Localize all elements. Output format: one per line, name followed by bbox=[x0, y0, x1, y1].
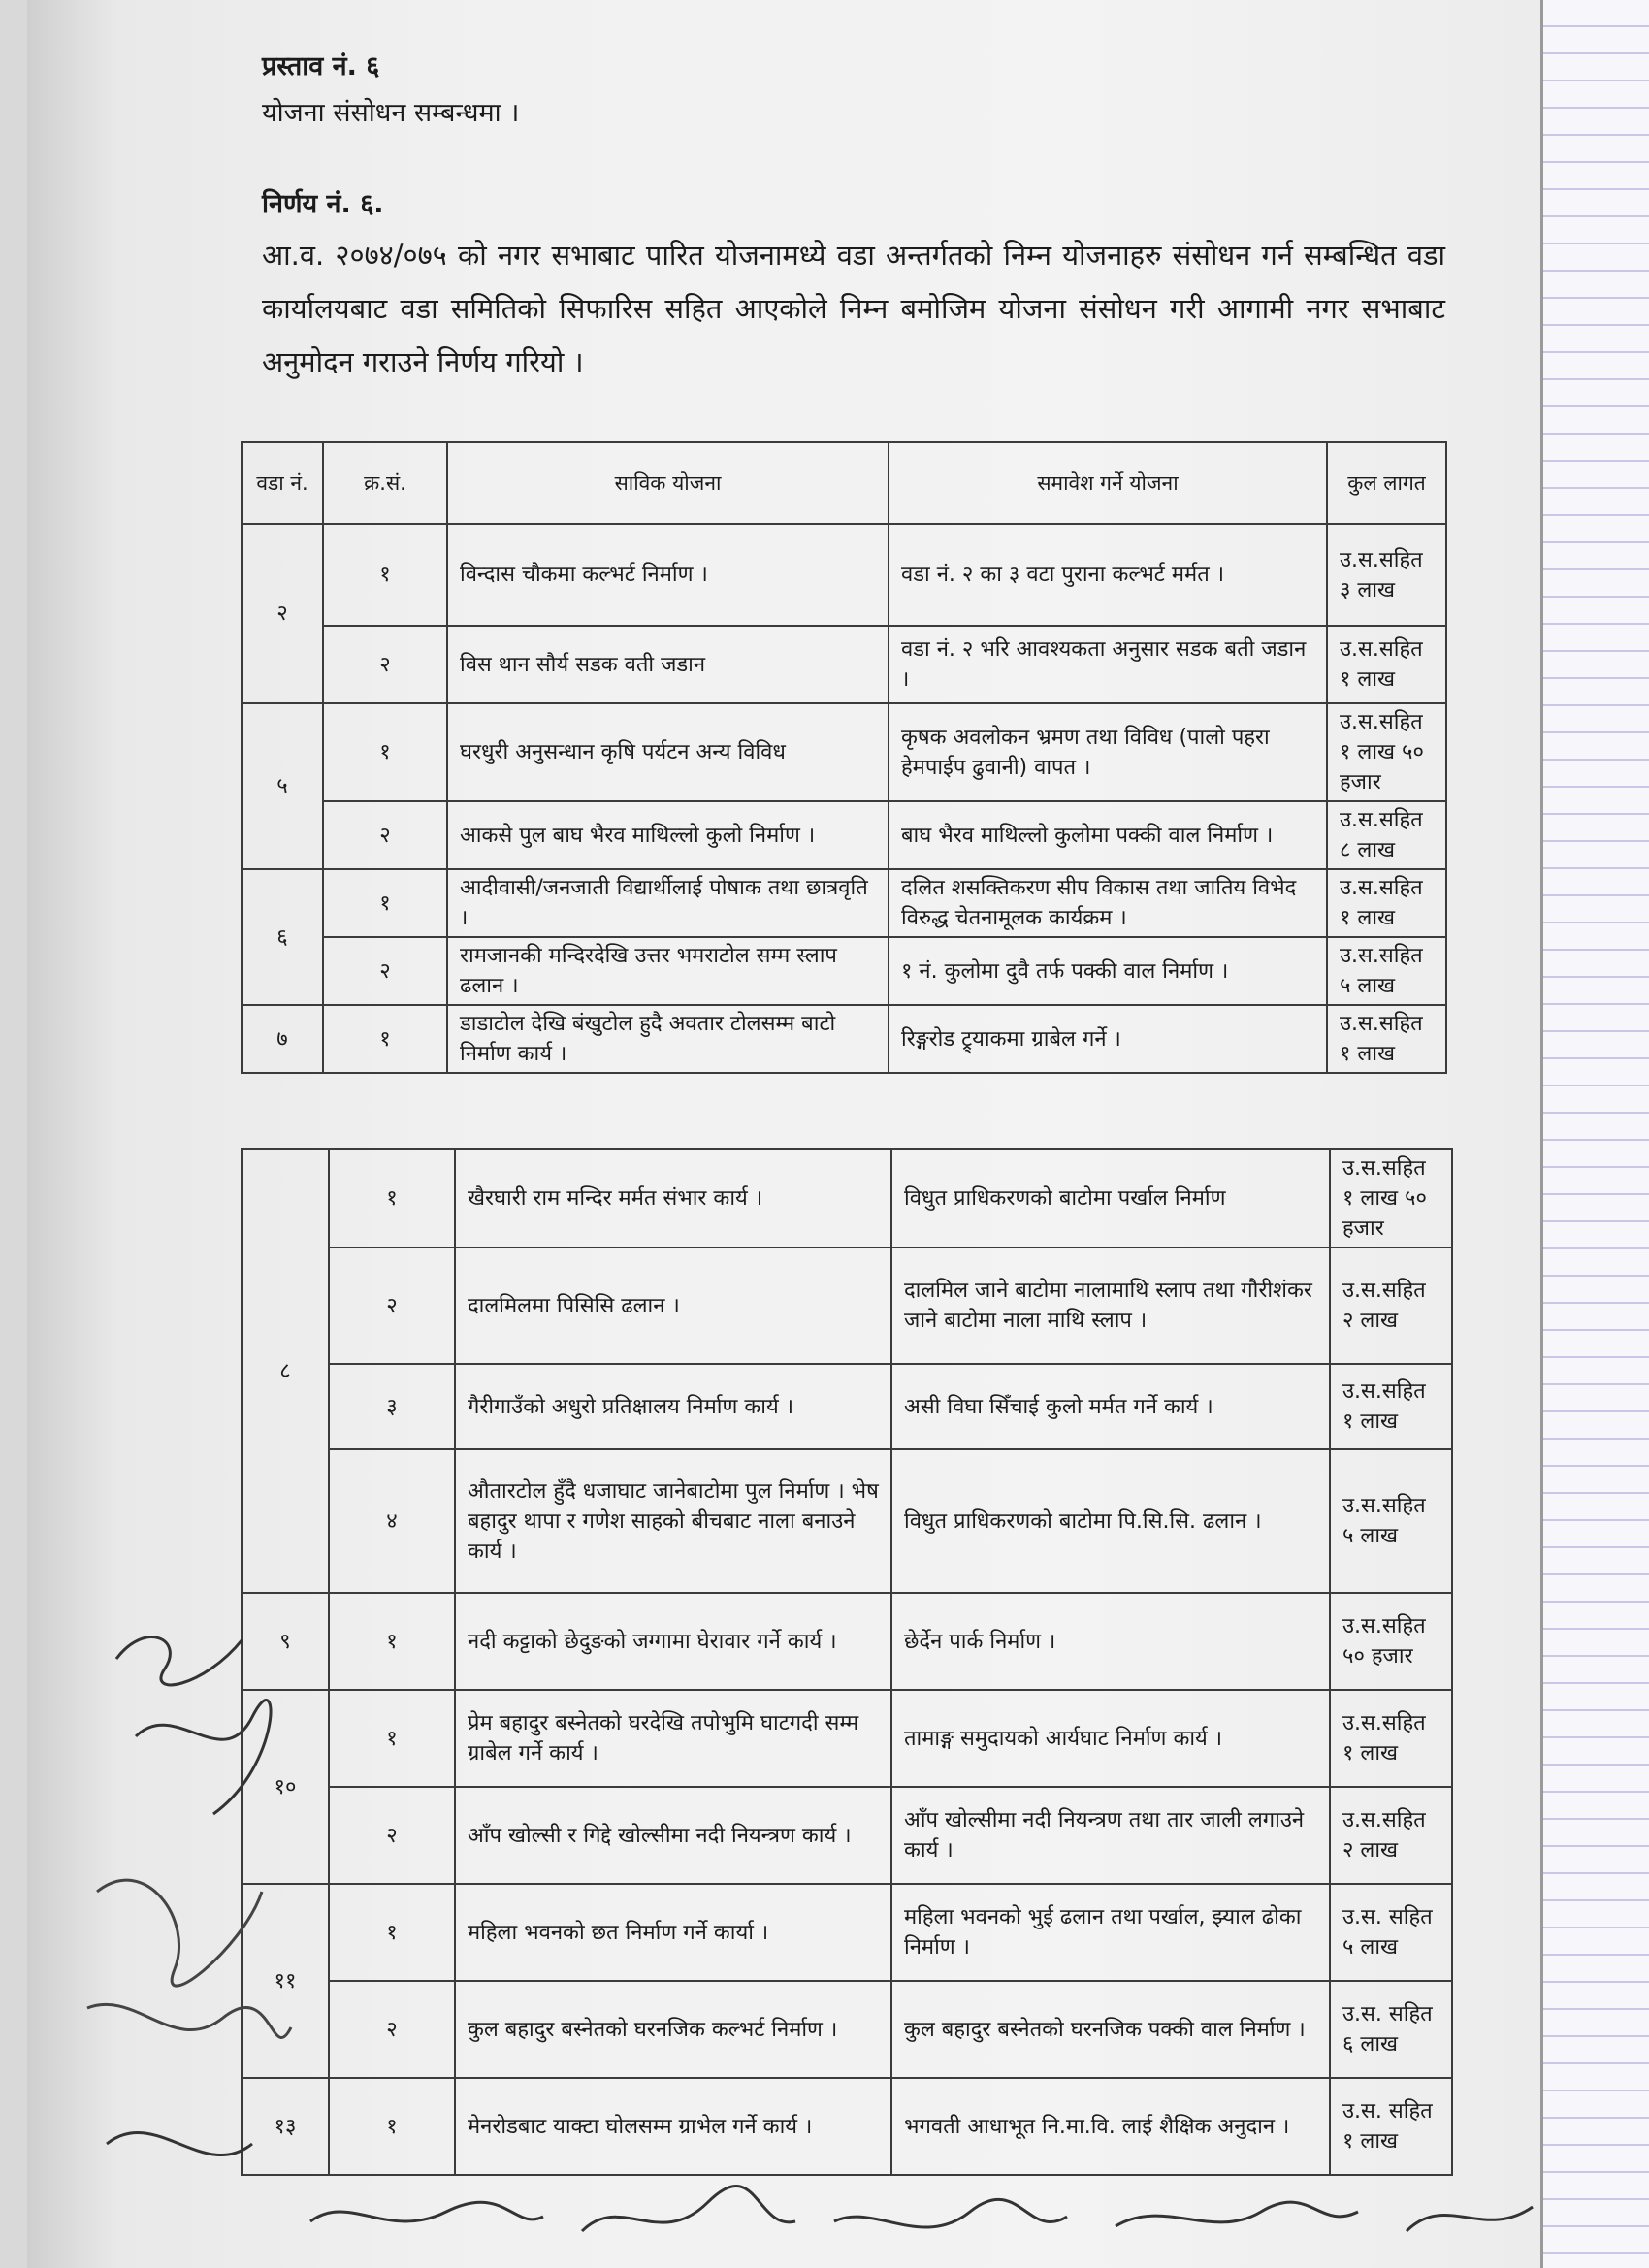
cost-cell: उ.स. सहित ६ लाख bbox=[1330, 1981, 1452, 2078]
cost-cell: उ.स.सहित ५० हजार bbox=[1330, 1593, 1452, 1690]
new-plan-cell: असी विघा सिँचाई कुलो मर्मत गर्ने कार्य । bbox=[891, 1364, 1330, 1449]
new-plan-cell: महिला भवनको भुई ढलान तथा पर्खाल, झ्याल ढोका निर्माण । bbox=[891, 1884, 1330, 1981]
old-plan-cell: मेनरोडबाट याक्टा घोलसम्म ग्राभेल गर्ने कार्य । bbox=[455, 2078, 891, 2175]
table-row bbox=[242, 1787, 1452, 1884]
header-old-plan: साविक योजना bbox=[447, 442, 889, 524]
old-plan-cell: रामजानकी मन्दिरदेखि उत्तर भमराटोल सम्म स्लाप ढलान । bbox=[447, 937, 889, 1005]
table-row bbox=[242, 1593, 1452, 1690]
decision-paragraph: आ.व. २०७४/०७५ को नगर सभाबाट पारित योजनामध्ये वडा अन्तर्गतको निम्न योजनाहरु संसोधन गर्न सम्बन्धित वडा कार्यालयबाट वडा समितिको सिफारिस सहित आएकोले निम्न बमोजिम योजना संसोधन गरी आगामी नगर सभाबाट अनुमोदन गराउने निर्णय गरियो । bbox=[262, 239, 1445, 378]
cost-cell: उ.स.सहित १ लाख bbox=[1327, 869, 1446, 937]
plan-table-2 bbox=[241, 1148, 1453, 2176]
table-row bbox=[242, 1149, 1452, 1247]
serial-number: २ bbox=[329, 1787, 455, 1884]
old-plan-cell: दालमिलमा पिसिसि ढलान । bbox=[455, 1247, 891, 1364]
header-sn: क्र.सं. bbox=[323, 442, 447, 524]
serial-number: १ bbox=[329, 1690, 455, 1787]
table-row bbox=[242, 1005, 1446, 1073]
cost-cell: उ.स.सहित २ लाख bbox=[1330, 1787, 1452, 1884]
serial-number: १ bbox=[323, 869, 447, 937]
table-row bbox=[242, 2078, 1452, 2175]
old-plan-cell: आदीवासी/जनजाती विद्यार्थीलाई पोषाक तथा छात्रवृति । bbox=[447, 869, 889, 937]
header-cost: कुल लागत bbox=[1327, 442, 1446, 524]
header-new-plan: समावेश गर्ने योजना bbox=[889, 442, 1327, 524]
serial-number: १ bbox=[323, 703, 447, 801]
cost-cell: उ.स.सहित १ लाख ५० हजार bbox=[1330, 1149, 1452, 1247]
ward-number: १३ bbox=[242, 2078, 329, 2175]
new-plan-cell: आँप खोल्सीमा नदी नियन्त्रण तथा तार जाली लगाउने कार्य । bbox=[891, 1787, 1330, 1884]
serial-number: २ bbox=[329, 1981, 455, 2078]
table-row bbox=[242, 1884, 1452, 1981]
old-plan-cell: खैरघारी राम मन्दिर मर्मत संभार कार्य । bbox=[455, 1149, 891, 1247]
serial-number: २ bbox=[323, 801, 447, 869]
old-plan-cell: प्रेम बहादुर बस्नेतको घरदेखि तपोभुमि घाटगदी सम्म ग्राबेल गर्ने कार्य । bbox=[455, 1690, 891, 1787]
table-row bbox=[242, 524, 1446, 626]
table-row bbox=[242, 1690, 1452, 1787]
cost-cell: उ.स. सहित १ लाख bbox=[1330, 2078, 1452, 2175]
header-ward: वडा नं. bbox=[242, 442, 323, 524]
serial-number: २ bbox=[329, 1247, 455, 1364]
cost-cell: उ.स.सहित १ लाख bbox=[1327, 626, 1446, 703]
new-plan-cell: विधुत प्राधिकरणको बाटोमा पि.सि.सि. ढलान । bbox=[891, 1449, 1330, 1593]
margin-signatures bbox=[58, 1601, 310, 2260]
old-plan-cell: कुल बहादुर बस्नेतको घरनजिक कल्भर्ट निर्माण । bbox=[455, 1981, 891, 2078]
bottom-signatures bbox=[291, 2173, 1552, 2260]
new-plan-cell: दालमिल जाने बाटोमा नालामाथि स्लाप तथा गौरीशंकर जाने बाटोमा नाला माथि स्लाप । bbox=[891, 1247, 1330, 1364]
table-row bbox=[242, 703, 1446, 801]
new-plan-cell: विधुत प्राधिकरणको बाटोमा पर्खाल निर्माण bbox=[891, 1149, 1330, 1247]
table-row bbox=[242, 1364, 1452, 1449]
ward-number: ९ bbox=[242, 1593, 329, 1690]
old-plan-cell: आँप खोल्सी र गिद्दे खोल्सीमा नदी नियन्त्रण कार्य । bbox=[455, 1787, 891, 1884]
serial-number: १ bbox=[329, 1884, 455, 1981]
serial-number: २ bbox=[323, 626, 447, 703]
cost-cell: उ.स.सहित ३ लाख bbox=[1327, 524, 1446, 626]
ward-number: ८ bbox=[242, 1149, 329, 1593]
new-plan-cell: तामाङ्ग समुदायको आर्यघाट निर्माण कार्य । bbox=[891, 1690, 1330, 1787]
subject-line: योजना संसोधन सम्बन्धमा । bbox=[262, 98, 520, 128]
cost-cell: उ.स.सहित ५ लाख bbox=[1327, 937, 1446, 1005]
serial-number: १ bbox=[323, 524, 447, 626]
new-plan-cell: वडा नं. २ भरि आवश्यकता अनुसार सडक बती जडान । bbox=[889, 626, 1327, 703]
table-row bbox=[242, 626, 1446, 703]
old-plan-cell: गैरीगाउँको अधुरो प्रतिक्षालय निर्माण कार्य । bbox=[455, 1364, 891, 1449]
serial-number: २ bbox=[323, 937, 447, 1005]
serial-number: १ bbox=[329, 2078, 455, 2175]
old-plan-cell: डाडाटोल देखि बंखुटोल हुदै अवतार टोलसम्म बाटो निर्माण कार्य । bbox=[447, 1005, 889, 1073]
new-plan-cell: कृषक अवलोकन भ्रमण तथा विविध (पालो पहरा हेमपाईप ढुवानी) वापत । bbox=[889, 703, 1327, 801]
ward-number: ६ bbox=[242, 869, 323, 1005]
cost-cell: उ.स. सहित ५ लाख bbox=[1330, 1884, 1452, 1981]
serial-number: १ bbox=[329, 1593, 455, 1690]
new-plan-cell: छेर्देन पार्क निर्माण । bbox=[891, 1593, 1330, 1690]
old-plan-cell: विन्दास चौकमा कल्भर्ट निर्माण । bbox=[447, 524, 889, 626]
serial-number: १ bbox=[329, 1149, 455, 1247]
cost-cell: उ.स.सहित १ लाख ५० हजार bbox=[1327, 703, 1446, 801]
old-plan-cell: घरधुरी अनुसन्धान कृषि पर्यटन अन्य विविध bbox=[447, 703, 889, 801]
table-row bbox=[242, 937, 1446, 1005]
new-plan-cell: १ नं. कुलोमा दुवै तर्फ पक्की वाल निर्माण । bbox=[889, 937, 1327, 1005]
new-plan-cell: दलित शसक्तिकरण सीप विकास तथा जातिय विभेद विरुद्ध चेतनामूलक कार्यक्रम । bbox=[889, 869, 1327, 937]
cost-cell: उ.स.सहित २ लाख bbox=[1330, 1247, 1452, 1364]
old-plan-cell: विस थान सौर्य सडक वती जडान bbox=[447, 626, 889, 703]
new-plan-cell: कुल बहादुर बस्नेतको घरनजिक पक्की वाल निर्माण । bbox=[891, 1981, 1330, 2078]
table-row bbox=[242, 801, 1446, 869]
ward-number: २ bbox=[242, 524, 323, 703]
old-plan-cell: नदी कट्टाको छेदुङको जग्गामा घेरावार गर्ने कार्य । bbox=[455, 1593, 891, 1690]
cost-cell: उ.स.सहित ८ लाख bbox=[1327, 801, 1446, 869]
old-plan-cell: औतारटोल हुँदै धजाघाट जानेबाटोमा पुल निर्माण । भेष बहादुर थापा र गणेश साहको बीचबाट नाला बनाउने कार्य । bbox=[455, 1449, 891, 1593]
decision-number: निर्णय नं. ६. bbox=[262, 189, 384, 219]
ruled-notebook-edge bbox=[1540, 0, 1649, 2268]
plan-table-1 bbox=[241, 441, 1447, 1074]
cost-cell: उ.स.सहित १ लाख bbox=[1330, 1364, 1452, 1449]
ward-number: १० bbox=[242, 1690, 329, 1884]
cost-cell: उ.स.सहित ५ लाख bbox=[1330, 1449, 1452, 1593]
table-row bbox=[242, 869, 1446, 937]
serial-number: ४ bbox=[329, 1449, 455, 1593]
serial-number: १ bbox=[323, 1005, 447, 1073]
table-row bbox=[242, 1247, 1452, 1364]
new-plan-cell: बाघ भैरव माथिल्लो कुलोमा पक्की वाल निर्माण । bbox=[889, 801, 1327, 869]
cost-cell: उ.स.सहित १ लाख bbox=[1327, 1005, 1446, 1073]
proposal-number: प्रस्ताव नं. ६ bbox=[262, 51, 380, 81]
ward-number: ७ bbox=[242, 1005, 323, 1073]
ward-number: ५ bbox=[242, 703, 323, 869]
old-plan-cell: आकसे पुल बाघ भैरव माथिल्लो कुलो निर्माण । bbox=[447, 801, 889, 869]
new-plan-cell: रिङ्गरोड ट्र्याकमा ग्राबेल गर्ने । bbox=[889, 1005, 1327, 1073]
new-plan-cell: वडा नं. २ का ३ वटा पुराना कल्भर्ट मर्मत । bbox=[889, 524, 1327, 626]
serial-number: ३ bbox=[329, 1364, 455, 1449]
table-row bbox=[242, 1449, 1452, 1593]
table-row bbox=[242, 1981, 1452, 2078]
cost-cell: उ.स.सहित १ लाख bbox=[1330, 1690, 1452, 1787]
old-plan-cell: महिला भवनको छत निर्माण गर्ने कार्या । bbox=[455, 1884, 891, 1981]
new-plan-cell: भगवती आधाभूत नि.मा.वि. लाई शैक्षिक अनुदान । bbox=[891, 2078, 1330, 2175]
table-header-row bbox=[242, 442, 1446, 524]
ward-number: ११ bbox=[242, 1884, 329, 2078]
